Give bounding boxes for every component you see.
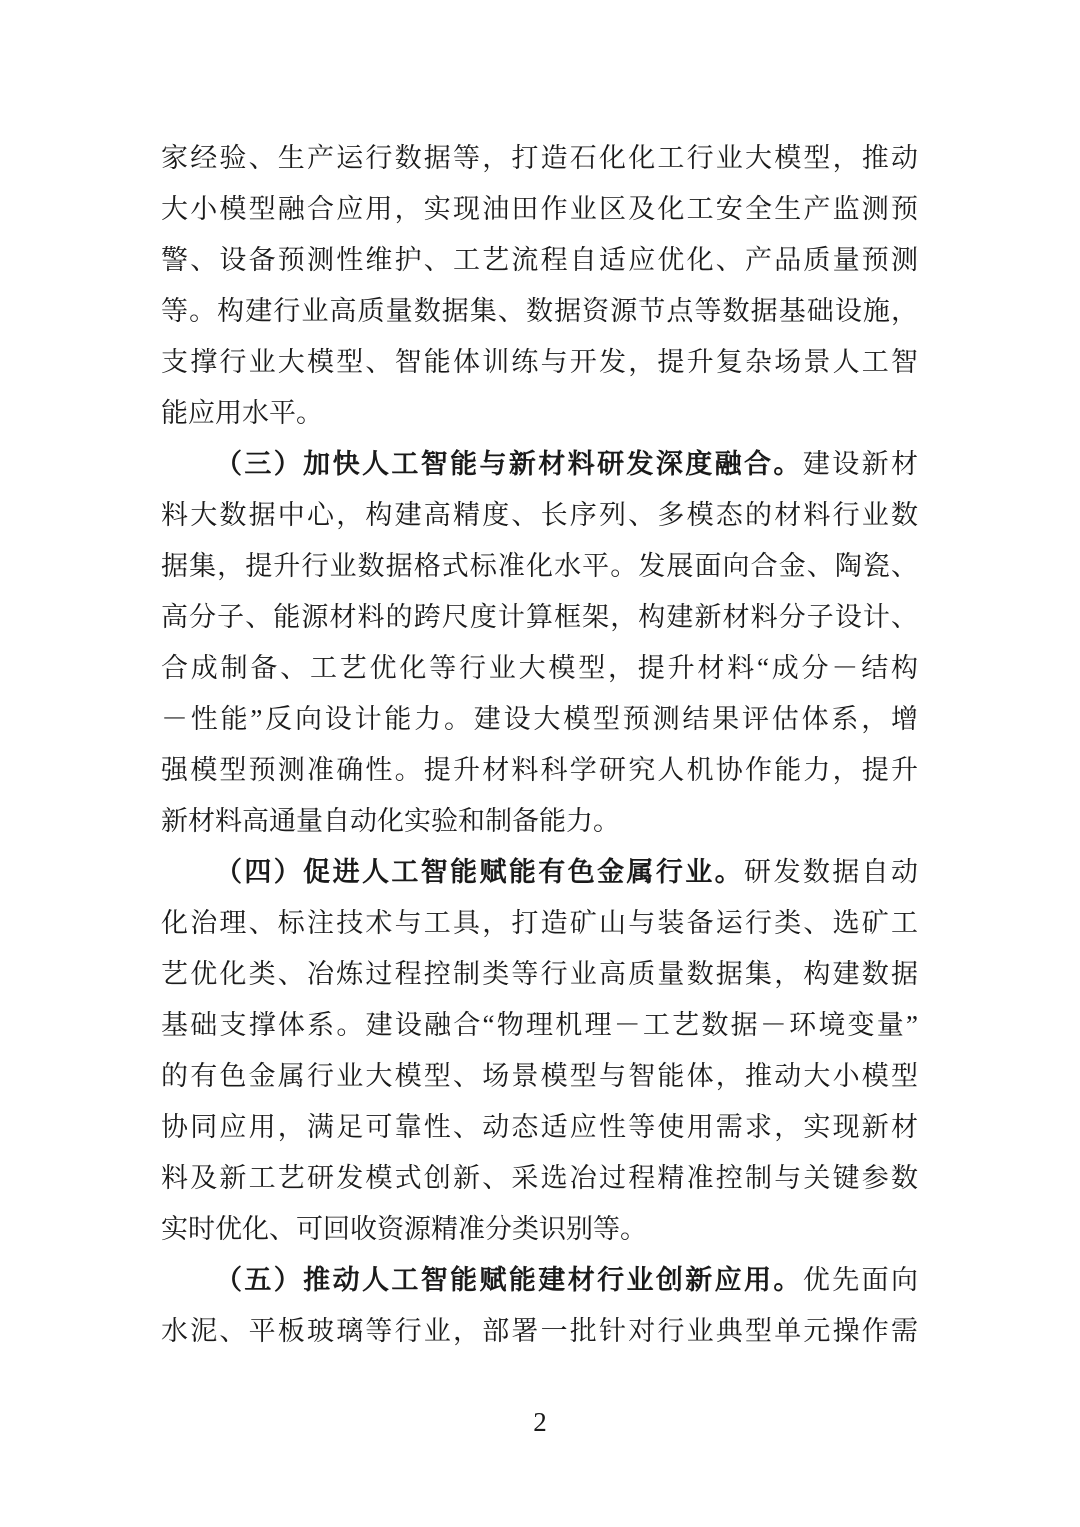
text-line [161, 184, 918, 235]
text-line [161, 643, 918, 694]
text-line [161, 286, 918, 337]
section-heading: （四）促进人工智能赋能有色金属行业。 [215, 857, 745, 887]
text-line [161, 898, 918, 949]
text-line [161, 949, 918, 1000]
body-text-run: 基础支撑体系。建设融合“物理机理－工艺数据－环境变量” [161, 1010, 918, 1040]
body-text-run: 合成制备、工艺优化等行业大模型，提升材料“成分－结构 [161, 653, 918, 683]
body-text-run: 优先面向 [802, 1265, 919, 1295]
text-line [161, 745, 918, 796]
text-line [161, 1255, 918, 1306]
body-text-run: 家经验、生产运行数据等，打造石化化工行业大模型，推动 [161, 143, 918, 173]
body-text-run: 化治理、标注技术与工具，打造矿山与装备运行类、选矿工 [161, 908, 918, 938]
text-line [161, 1204, 918, 1255]
body-text-run: 水泥、平板玻璃等行业，部署一批针对行业典型单元操作需 [161, 1316, 918, 1346]
body-text-run: 料及新工艺研发模式创新、采选冶过程精准控制与关键参数 [161, 1163, 918, 1193]
body-text-run: 能应用水平。 [161, 398, 323, 428]
body-text-run: 强模型预测准确性。提升材料科学研究人机协作能力，提升 [161, 755, 918, 785]
body-text-run: 警、设备预测性维护、工艺流程自适应优化、产品质量预测 [161, 245, 918, 275]
text-line [161, 592, 918, 643]
body-text-run: 新材料高通量自动化实验和制备能力。 [161, 806, 620, 836]
text-line [161, 796, 918, 847]
body-text-run: 支撑行业大模型、智能体训练与开发，提升复杂场景人工智 [161, 347, 918, 377]
text-line [161, 133, 918, 184]
text-line [161, 1153, 918, 1204]
text-line [161, 388, 918, 439]
text-line [161, 694, 918, 745]
text-line [161, 439, 918, 490]
body-text-run: 艺优化类、冶炼过程控制类等行业高质量数据集，构建数据 [161, 959, 918, 989]
text-line [161, 1000, 918, 1051]
body-text-run: 据集，提升行业数据格式标准化水平。发展面向合金、陶瓷、 [161, 551, 918, 581]
body-text-run: 等。构建行业高质量数据集、数据资源节点等数据基础设施， [161, 296, 918, 326]
body-text-run: 研发数据自动 [744, 857, 919, 887]
body-text-run: 的有色金属行业大模型、场景模型与智能体，推动大小模型 [161, 1061, 918, 1091]
text-line [161, 1306, 918, 1357]
document-body [161, 133, 918, 1357]
text-line [161, 847, 918, 898]
body-text-run: 建设新材 [802, 449, 919, 479]
body-text-run: 高分子、能源材料的跨尺度计算框架，构建新材料分子设计、 [161, 602, 918, 632]
body-text-run: 实时优化、可回收资源精准分类识别等。 [161, 1214, 647, 1244]
text-line [161, 490, 918, 541]
text-line [161, 1051, 918, 1102]
body-text-run: 料大数据中心，构建高精度、长序列、多模态的材料行业数 [161, 500, 918, 530]
body-text-run: 大小模型融合应用，实现油田作业区及化工安全生产监测预 [161, 194, 918, 224]
text-line [161, 235, 918, 286]
body-text-run: －性能”反向设计能力。建设大模型预测结果评估体系，增 [161, 704, 918, 734]
section-heading: （五）推动人工智能赋能建材行业创新应用。 [215, 1265, 803, 1295]
text-line [161, 541, 918, 592]
page-number: 2 [533, 1407, 547, 1437]
text-line [161, 1102, 918, 1153]
body-text-run: 协同应用，满足可靠性、动态适应性等使用需求，实现新材 [161, 1112, 918, 1142]
section-heading: （三）加快人工智能与新材料研发深度融合。 [215, 449, 803, 479]
text-line [161, 337, 918, 388]
